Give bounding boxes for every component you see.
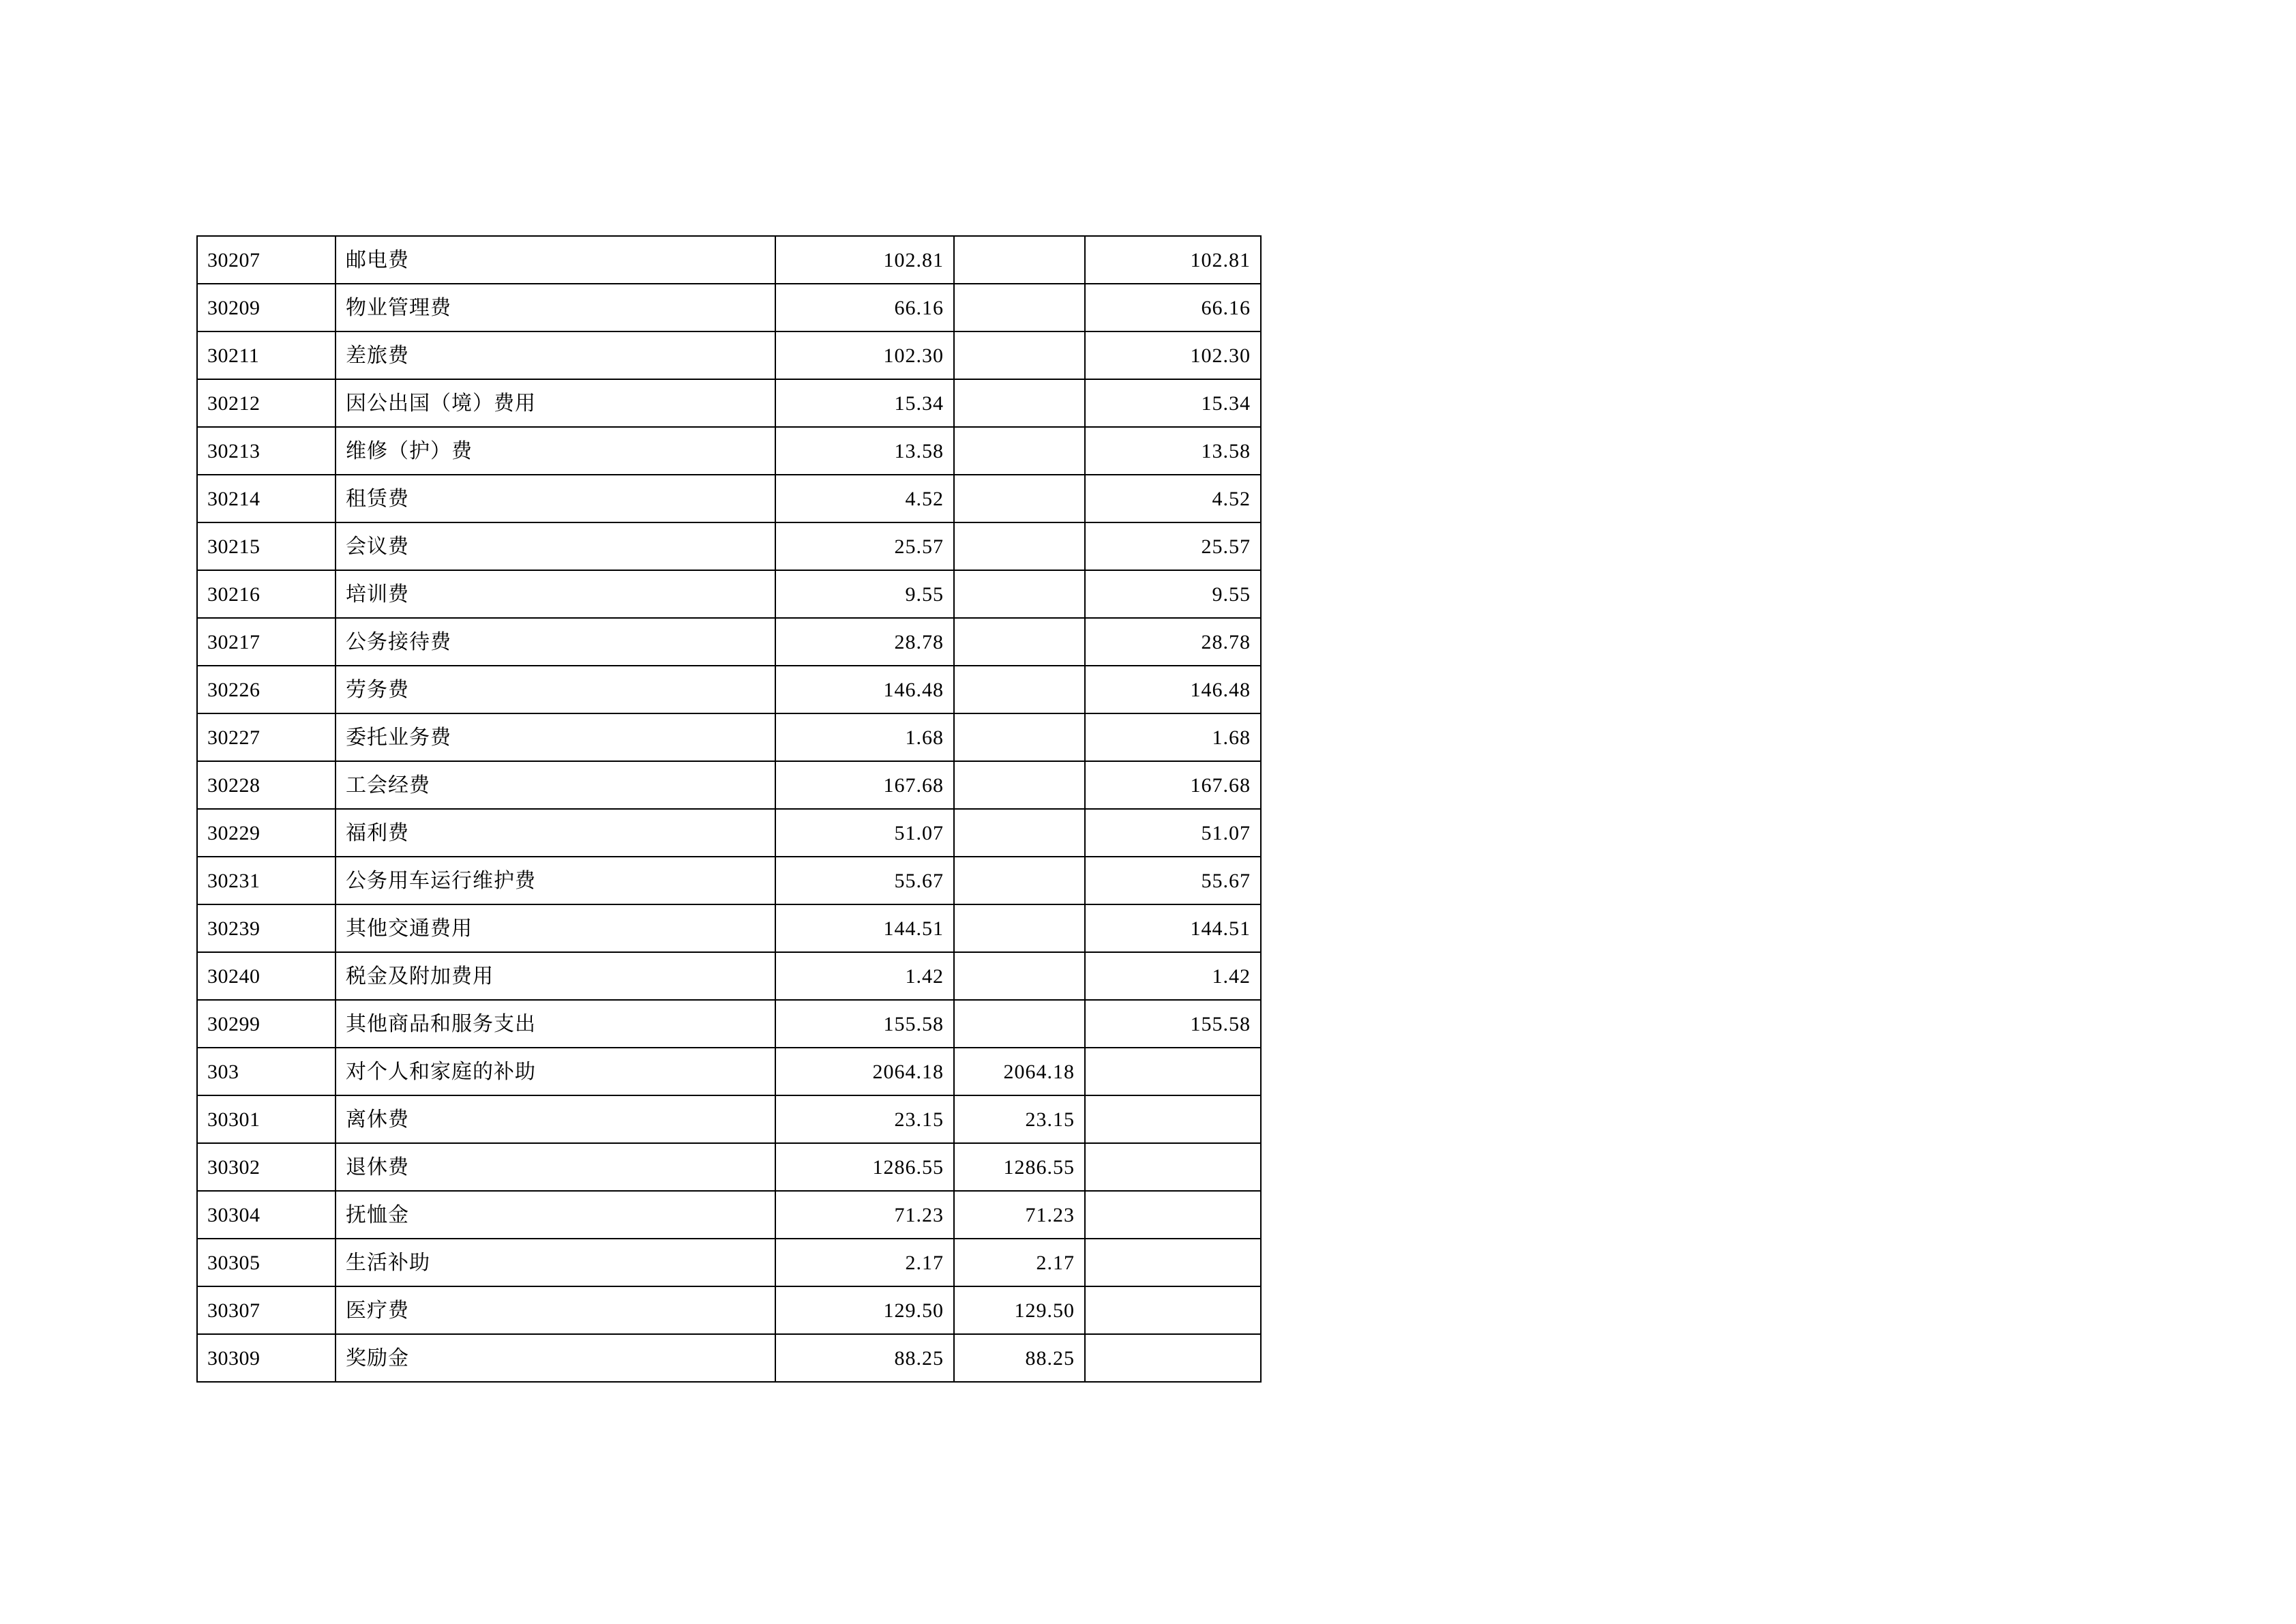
cell-project-expenditure: 15.34 bbox=[1085, 379, 1261, 427]
cell-subject-name: 因公出国（境）费用 bbox=[336, 379, 775, 427]
cell-subject-code: 30217 bbox=[197, 618, 336, 666]
table-row bbox=[197, 1048, 1261, 1095]
cell-total-amount: 9.55 bbox=[775, 570, 954, 618]
budget-table-container bbox=[196, 235, 1260, 1383]
cell-total-amount: 23.15 bbox=[775, 1095, 954, 1143]
cell-project-expenditure: 144.51 bbox=[1085, 904, 1261, 952]
cell-project-expenditure: 9.55 bbox=[1085, 570, 1261, 618]
cell-subject-code: 30211 bbox=[197, 331, 336, 379]
cell-subject-code: 30301 bbox=[197, 1095, 336, 1143]
cell-subject-name: 委托业务费 bbox=[336, 713, 775, 761]
cell-subject-name: 福利费 bbox=[336, 809, 775, 857]
cell-project-expenditure bbox=[1085, 1143, 1261, 1191]
cell-project-expenditure: 1.68 bbox=[1085, 713, 1261, 761]
cell-project-expenditure: 146.48 bbox=[1085, 666, 1261, 713]
cell-total-amount: 4.52 bbox=[775, 475, 954, 522]
cell-subject-code: 30304 bbox=[197, 1191, 336, 1239]
cell-subject-name: 抚恤金 bbox=[336, 1191, 775, 1239]
table-row bbox=[197, 1143, 1261, 1191]
table-row bbox=[197, 761, 1261, 809]
cell-subject-name: 退休费 bbox=[336, 1143, 775, 1191]
table-row bbox=[197, 1095, 1261, 1143]
cell-subject-code: 30231 bbox=[197, 857, 336, 904]
cell-subject-code: 30214 bbox=[197, 475, 336, 522]
cell-subject-code: 303 bbox=[197, 1048, 336, 1095]
cell-subject-code: 30229 bbox=[197, 809, 336, 857]
cell-project-expenditure bbox=[1085, 1095, 1261, 1143]
cell-total-amount: 2064.18 bbox=[775, 1048, 954, 1095]
cell-subject-code: 30228 bbox=[197, 761, 336, 809]
cell-subject-name: 税金及附加费用 bbox=[336, 952, 775, 1000]
cell-subject-name: 生活补助 bbox=[336, 1239, 775, 1286]
cell-subject-name: 对个人和家庭的补助 bbox=[336, 1048, 775, 1095]
cell-subject-code: 30240 bbox=[197, 952, 336, 1000]
cell-project-expenditure: 66.16 bbox=[1085, 284, 1261, 331]
cell-subject-name: 租赁费 bbox=[336, 475, 775, 522]
cell-project-expenditure: 13.58 bbox=[1085, 427, 1261, 475]
table-row bbox=[197, 1191, 1261, 1239]
cell-project-expenditure: 155.58 bbox=[1085, 1000, 1261, 1048]
table-row bbox=[197, 236, 1261, 284]
cell-basic-expenditure bbox=[954, 952, 1085, 1000]
cell-basic-expenditure: 2064.18 bbox=[954, 1048, 1085, 1095]
cell-basic-expenditure bbox=[954, 713, 1085, 761]
cell-basic-expenditure: 129.50 bbox=[954, 1286, 1085, 1334]
cell-project-expenditure: 102.30 bbox=[1085, 331, 1261, 379]
cell-project-expenditure: 28.78 bbox=[1085, 618, 1261, 666]
cell-subject-code: 30213 bbox=[197, 427, 336, 475]
table-row bbox=[197, 809, 1261, 857]
cell-project-expenditure: 4.52 bbox=[1085, 475, 1261, 522]
cell-total-amount: 15.34 bbox=[775, 379, 954, 427]
cell-subject-name: 差旅费 bbox=[336, 331, 775, 379]
cell-subject-name: 培训费 bbox=[336, 570, 775, 618]
cell-subject-name: 其他交通费用 bbox=[336, 904, 775, 952]
cell-subject-code: 30227 bbox=[197, 713, 336, 761]
cell-project-expenditure: 1.42 bbox=[1085, 952, 1261, 1000]
cell-subject-code: 30209 bbox=[197, 284, 336, 331]
cell-basic-expenditure bbox=[954, 379, 1085, 427]
cell-subject-name: 邮电费 bbox=[336, 236, 775, 284]
table-row bbox=[197, 475, 1261, 522]
cell-basic-expenditure bbox=[954, 1000, 1085, 1048]
cell-basic-expenditure bbox=[954, 522, 1085, 570]
cell-project-expenditure bbox=[1085, 1048, 1261, 1095]
cell-project-expenditure bbox=[1085, 1286, 1261, 1334]
cell-total-amount: 102.30 bbox=[775, 331, 954, 379]
table-row bbox=[197, 284, 1261, 331]
cell-total-amount: 2.17 bbox=[775, 1239, 954, 1286]
cell-basic-expenditure bbox=[954, 427, 1085, 475]
table-row bbox=[197, 713, 1261, 761]
cell-subject-name: 其他商品和服务支出 bbox=[336, 1000, 775, 1048]
cell-basic-expenditure bbox=[954, 570, 1085, 618]
cell-total-amount: 146.48 bbox=[775, 666, 954, 713]
cell-subject-code: 30226 bbox=[197, 666, 336, 713]
cell-basic-expenditure bbox=[954, 331, 1085, 379]
cell-project-expenditure: 102.81 bbox=[1085, 236, 1261, 284]
cell-subject-name: 离休费 bbox=[336, 1095, 775, 1143]
cell-subject-code: 30305 bbox=[197, 1239, 336, 1286]
cell-basic-expenditure: 1286.55 bbox=[954, 1143, 1085, 1191]
cell-subject-name: 公务接待费 bbox=[336, 618, 775, 666]
cell-subject-name: 医疗费 bbox=[336, 1286, 775, 1334]
cell-basic-expenditure: 71.23 bbox=[954, 1191, 1085, 1239]
cell-subject-code: 30307 bbox=[197, 1286, 336, 1334]
table-row bbox=[197, 904, 1261, 952]
cell-total-amount: 155.58 bbox=[775, 1000, 954, 1048]
cell-total-amount: 66.16 bbox=[775, 284, 954, 331]
cell-basic-expenditure: 88.25 bbox=[954, 1334, 1085, 1382]
cell-total-amount: 51.07 bbox=[775, 809, 954, 857]
cell-subject-name: 公务用车运行维护费 bbox=[336, 857, 775, 904]
cell-project-expenditure: 55.67 bbox=[1085, 857, 1261, 904]
table-row bbox=[197, 570, 1261, 618]
cell-project-expenditure: 25.57 bbox=[1085, 522, 1261, 570]
cell-basic-expenditure bbox=[954, 761, 1085, 809]
cell-basic-expenditure bbox=[954, 666, 1085, 713]
cell-subject-name: 劳务费 bbox=[336, 666, 775, 713]
table-row bbox=[197, 331, 1261, 379]
table-row bbox=[197, 666, 1261, 713]
table-row bbox=[197, 1286, 1261, 1334]
cell-subject-name: 工会经费 bbox=[336, 761, 775, 809]
cell-basic-expenditure: 2.17 bbox=[954, 1239, 1085, 1286]
table-row bbox=[197, 522, 1261, 570]
cell-basic-expenditure bbox=[954, 475, 1085, 522]
cell-total-amount: 28.78 bbox=[775, 618, 954, 666]
cell-subject-code: 30309 bbox=[197, 1334, 336, 1382]
cell-subject-code: 30302 bbox=[197, 1143, 336, 1191]
cell-project-expenditure bbox=[1085, 1239, 1261, 1286]
cell-subject-name: 维修（护）费 bbox=[336, 427, 775, 475]
table-row bbox=[197, 1239, 1261, 1286]
cell-subject-code: 30216 bbox=[197, 570, 336, 618]
cell-basic-expenditure bbox=[954, 904, 1085, 952]
table-row bbox=[197, 379, 1261, 427]
cell-total-amount: 1.68 bbox=[775, 713, 954, 761]
table-row bbox=[197, 618, 1261, 666]
cell-basic-expenditure bbox=[954, 857, 1085, 904]
cell-total-amount: 1286.55 bbox=[775, 1143, 954, 1191]
cell-subject-code: 30215 bbox=[197, 522, 336, 570]
cell-basic-expenditure bbox=[954, 236, 1085, 284]
cell-project-expenditure bbox=[1085, 1334, 1261, 1382]
cell-subject-code: 30299 bbox=[197, 1000, 336, 1048]
cell-total-amount: 144.51 bbox=[775, 904, 954, 952]
cell-subject-code: 30212 bbox=[197, 379, 336, 427]
cell-basic-expenditure bbox=[954, 809, 1085, 857]
cell-subject-code: 30207 bbox=[197, 236, 336, 284]
table-row bbox=[197, 857, 1261, 904]
cell-project-expenditure: 167.68 bbox=[1085, 761, 1261, 809]
table-row bbox=[197, 1334, 1261, 1382]
cell-total-amount: 25.57 bbox=[775, 522, 954, 570]
table-row bbox=[197, 427, 1261, 475]
cell-total-amount: 88.25 bbox=[775, 1334, 954, 1382]
budget-table-body bbox=[197, 236, 1261, 1382]
cell-total-amount: 55.67 bbox=[775, 857, 954, 904]
cell-subject-name: 物业管理费 bbox=[336, 284, 775, 331]
cell-total-amount: 13.58 bbox=[775, 427, 954, 475]
table-row bbox=[197, 1000, 1261, 1048]
cell-total-amount: 1.42 bbox=[775, 952, 954, 1000]
cell-basic-expenditure bbox=[954, 284, 1085, 331]
cell-total-amount: 71.23 bbox=[775, 1191, 954, 1239]
cell-subject-code: 30239 bbox=[197, 904, 336, 952]
cell-total-amount: 129.50 bbox=[775, 1286, 954, 1334]
budget-table bbox=[196, 235, 1262, 1383]
cell-project-expenditure bbox=[1085, 1191, 1261, 1239]
cell-basic-expenditure: 23.15 bbox=[954, 1095, 1085, 1143]
table-row bbox=[197, 952, 1261, 1000]
cell-total-amount: 167.68 bbox=[775, 761, 954, 809]
cell-basic-expenditure bbox=[954, 618, 1085, 666]
cell-subject-name: 奖励金 bbox=[336, 1334, 775, 1382]
cell-project-expenditure: 51.07 bbox=[1085, 809, 1261, 857]
cell-subject-name: 会议费 bbox=[336, 522, 775, 570]
cell-total-amount: 102.81 bbox=[775, 236, 954, 284]
